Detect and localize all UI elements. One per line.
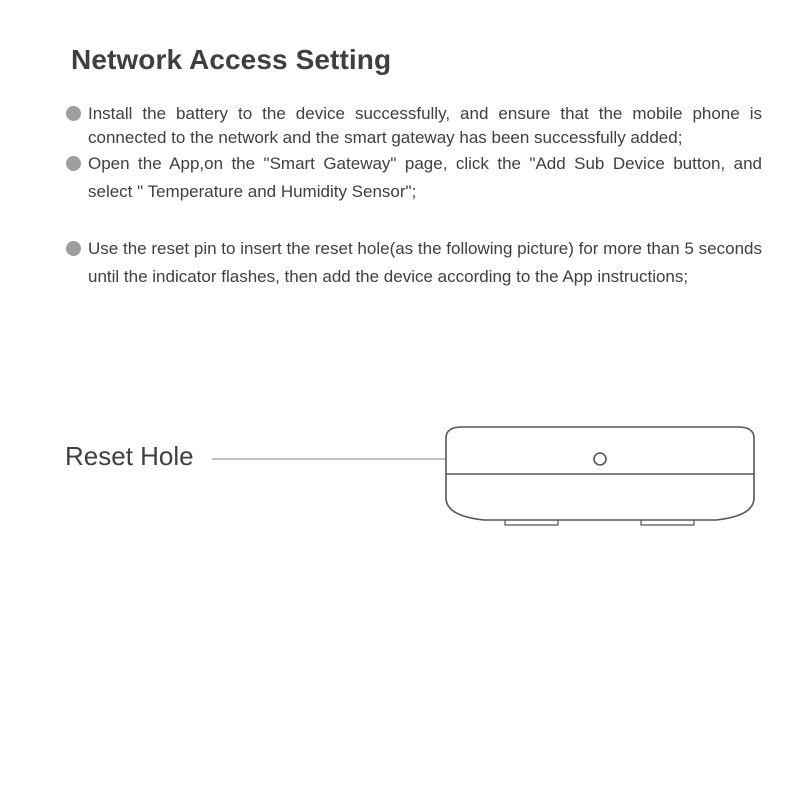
device-illustration: [0, 400, 800, 550]
step-text: Open the App,on the "Smart Gateway" page, click the "Add Sub Device button, and select " Temperature and Humidity Sensor";: [88, 154, 762, 201]
step-text: Use the reset pin to insert the reset hole(as the following picture) for more than 5 seconds until the indicator flashes, then add the device according to the App instructions;: [88, 239, 762, 286]
step-text: Install the battery to the device successfully, and ensure that the mobile phone is connected to the network and the smart gateway has been successfully added;: [88, 104, 762, 147]
bullet-icon: [66, 106, 81, 121]
step-reset-device: [66, 235, 762, 291]
reset-hole-label: Reset Hole: [65, 441, 194, 471]
bullet-icon: [66, 156, 81, 171]
bullet-icon: [66, 241, 81, 256]
step-install-battery: [66, 102, 762, 150]
reset-hole-icon: [594, 453, 606, 465]
page-title: Network Access Setting: [71, 44, 392, 75]
step-open-app: [66, 150, 762, 206]
